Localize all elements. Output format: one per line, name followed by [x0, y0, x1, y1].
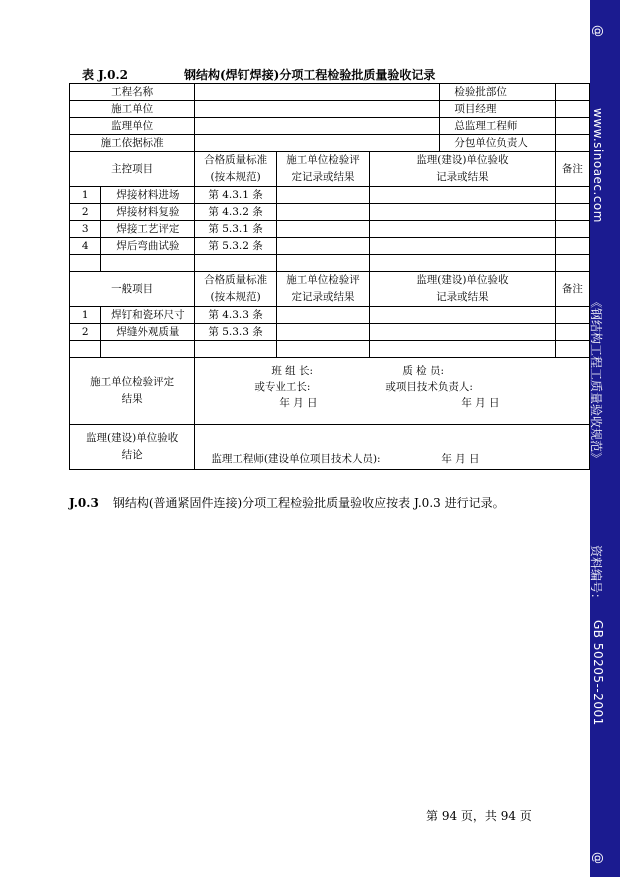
table-row: 1 焊钉和瓷环尺寸 第 4.3.3 条	[70, 307, 590, 324]
supervision-signature-area[interactable]	[195, 425, 590, 470]
at-symbol-bottom: @	[591, 852, 605, 865]
supervisor-value[interactable]	[195, 118, 440, 135]
supervision-conclusion-label: 监理(建设)单位验收 结论	[70, 425, 195, 470]
header-row	[70, 135, 590, 152]
construction-result-column-header: 施工单位检验评 定记录或结果	[276, 152, 369, 187]
table-row-empty	[70, 255, 590, 272]
table-row: 2 焊接材料复验 第 4.3.2 条	[70, 204, 590, 221]
header-row	[70, 118, 590, 135]
date-left: 年 月 日	[279, 397, 318, 409]
inspection-location-label: 检验批部位	[440, 84, 555, 101]
general-items-header	[70, 272, 590, 307]
construction-conclusion-row	[70, 358, 590, 425]
supervision-conclusion-row	[70, 425, 590, 470]
clause-number: J.0.3	[69, 496, 99, 510]
header-row	[70, 101, 590, 118]
contractor-value[interactable]	[195, 101, 440, 118]
at-symbol-top: @	[591, 25, 605, 38]
date-right: 年 月 日	[461, 397, 500, 409]
clause-text: 钢结构(普通紧固件连接)分项工程检验批质量验收应按表 J.0.3 进行记录。	[112, 496, 505, 510]
subcontractor-head-value[interactable]	[555, 135, 589, 152]
table-number: 表 J.0.2	[82, 68, 128, 82]
table-row-empty	[70, 341, 590, 358]
standard-basis-value[interactable]	[195, 135, 440, 152]
tech-lead-label: 或项目技术负责人:	[385, 381, 473, 393]
table-title	[82, 66, 542, 84]
inspector-label: 质 检 员:	[402, 365, 445, 377]
standard-column-header: 合格质量标准 (按本规范)	[195, 152, 276, 187]
table-name: 钢结构(焊钉焊接)分项工程检验批质量验收记录	[184, 68, 436, 82]
supervisor-label: 监理单位	[70, 118, 195, 135]
foreman-label: 或专业工长:	[254, 381, 311, 393]
project-name-label: 工程名称	[70, 84, 195, 101]
header-row	[70, 84, 590, 101]
site-url[interactable]: www.sinoaec.com	[591, 108, 605, 223]
sidebar-banner	[590, 0, 620, 877]
doc-number: GB 50205--2001	[591, 620, 605, 726]
table-row: 3 焊接工艺评定 第 5.3.1 条	[70, 221, 590, 238]
construction-conclusion-label: 施工单位检验评定 结果	[70, 358, 195, 425]
table-row: 1 焊接材料进场 第 4.3.1 条	[70, 187, 590, 204]
supervisor-date: 年 月 日	[441, 453, 480, 465]
book-title: 《钢结构工程工质量验收规范》	[589, 296, 603, 465]
construction-result-column-header: 施工单位检验评 定记录或结果	[276, 272, 369, 307]
clause-j03	[69, 494, 505, 511]
remark-column-header: 备注	[555, 272, 589, 307]
chief-engineer-value[interactable]	[555, 118, 589, 135]
contractor-label: 施工单位	[70, 101, 195, 118]
project-name-value[interactable]	[195, 84, 440, 101]
inspection-location-value[interactable]	[555, 84, 589, 101]
chief-engineer-label: 总监理工程师	[440, 118, 555, 135]
main-items-section-label: 主控项目	[70, 152, 195, 187]
general-items-section-label: 一般项目	[70, 272, 195, 307]
supervisor-signer-label: 监理工程师(建设单位项目技术人员):	[211, 453, 381, 465]
project-manager-value[interactable]	[555, 101, 589, 118]
team-leader-label: 班 组 长:	[271, 365, 314, 377]
subcontractor-head-label: 分包单位负责人	[440, 135, 555, 152]
supervision-result-column-header: 监理(建设)单位验收 记录或结果	[370, 152, 556, 187]
inspection-record-table	[69, 83, 590, 470]
table-row: 2 焊缝外观质量 第 5.3.3 条	[70, 324, 590, 341]
construction-signature-area[interactable]	[195, 358, 590, 425]
standard-basis-label: 施工依据标准	[70, 135, 195, 152]
page-footer: 第 94 页，共 94 页	[426, 809, 532, 823]
standard-column-header: 合格质量标准 (按本规范)	[195, 272, 276, 307]
doc-number-label: 资料编号：	[589, 545, 603, 606]
table-row: 4 焊后弯曲试验 第 5.3.2 条	[70, 238, 590, 255]
main-items-header	[70, 152, 590, 187]
remark-column-header: 备注	[555, 152, 589, 187]
project-manager-label: 项目经理	[440, 101, 555, 118]
supervision-result-column-header: 监理(建设)单位验收 记录或结果	[370, 272, 556, 307]
